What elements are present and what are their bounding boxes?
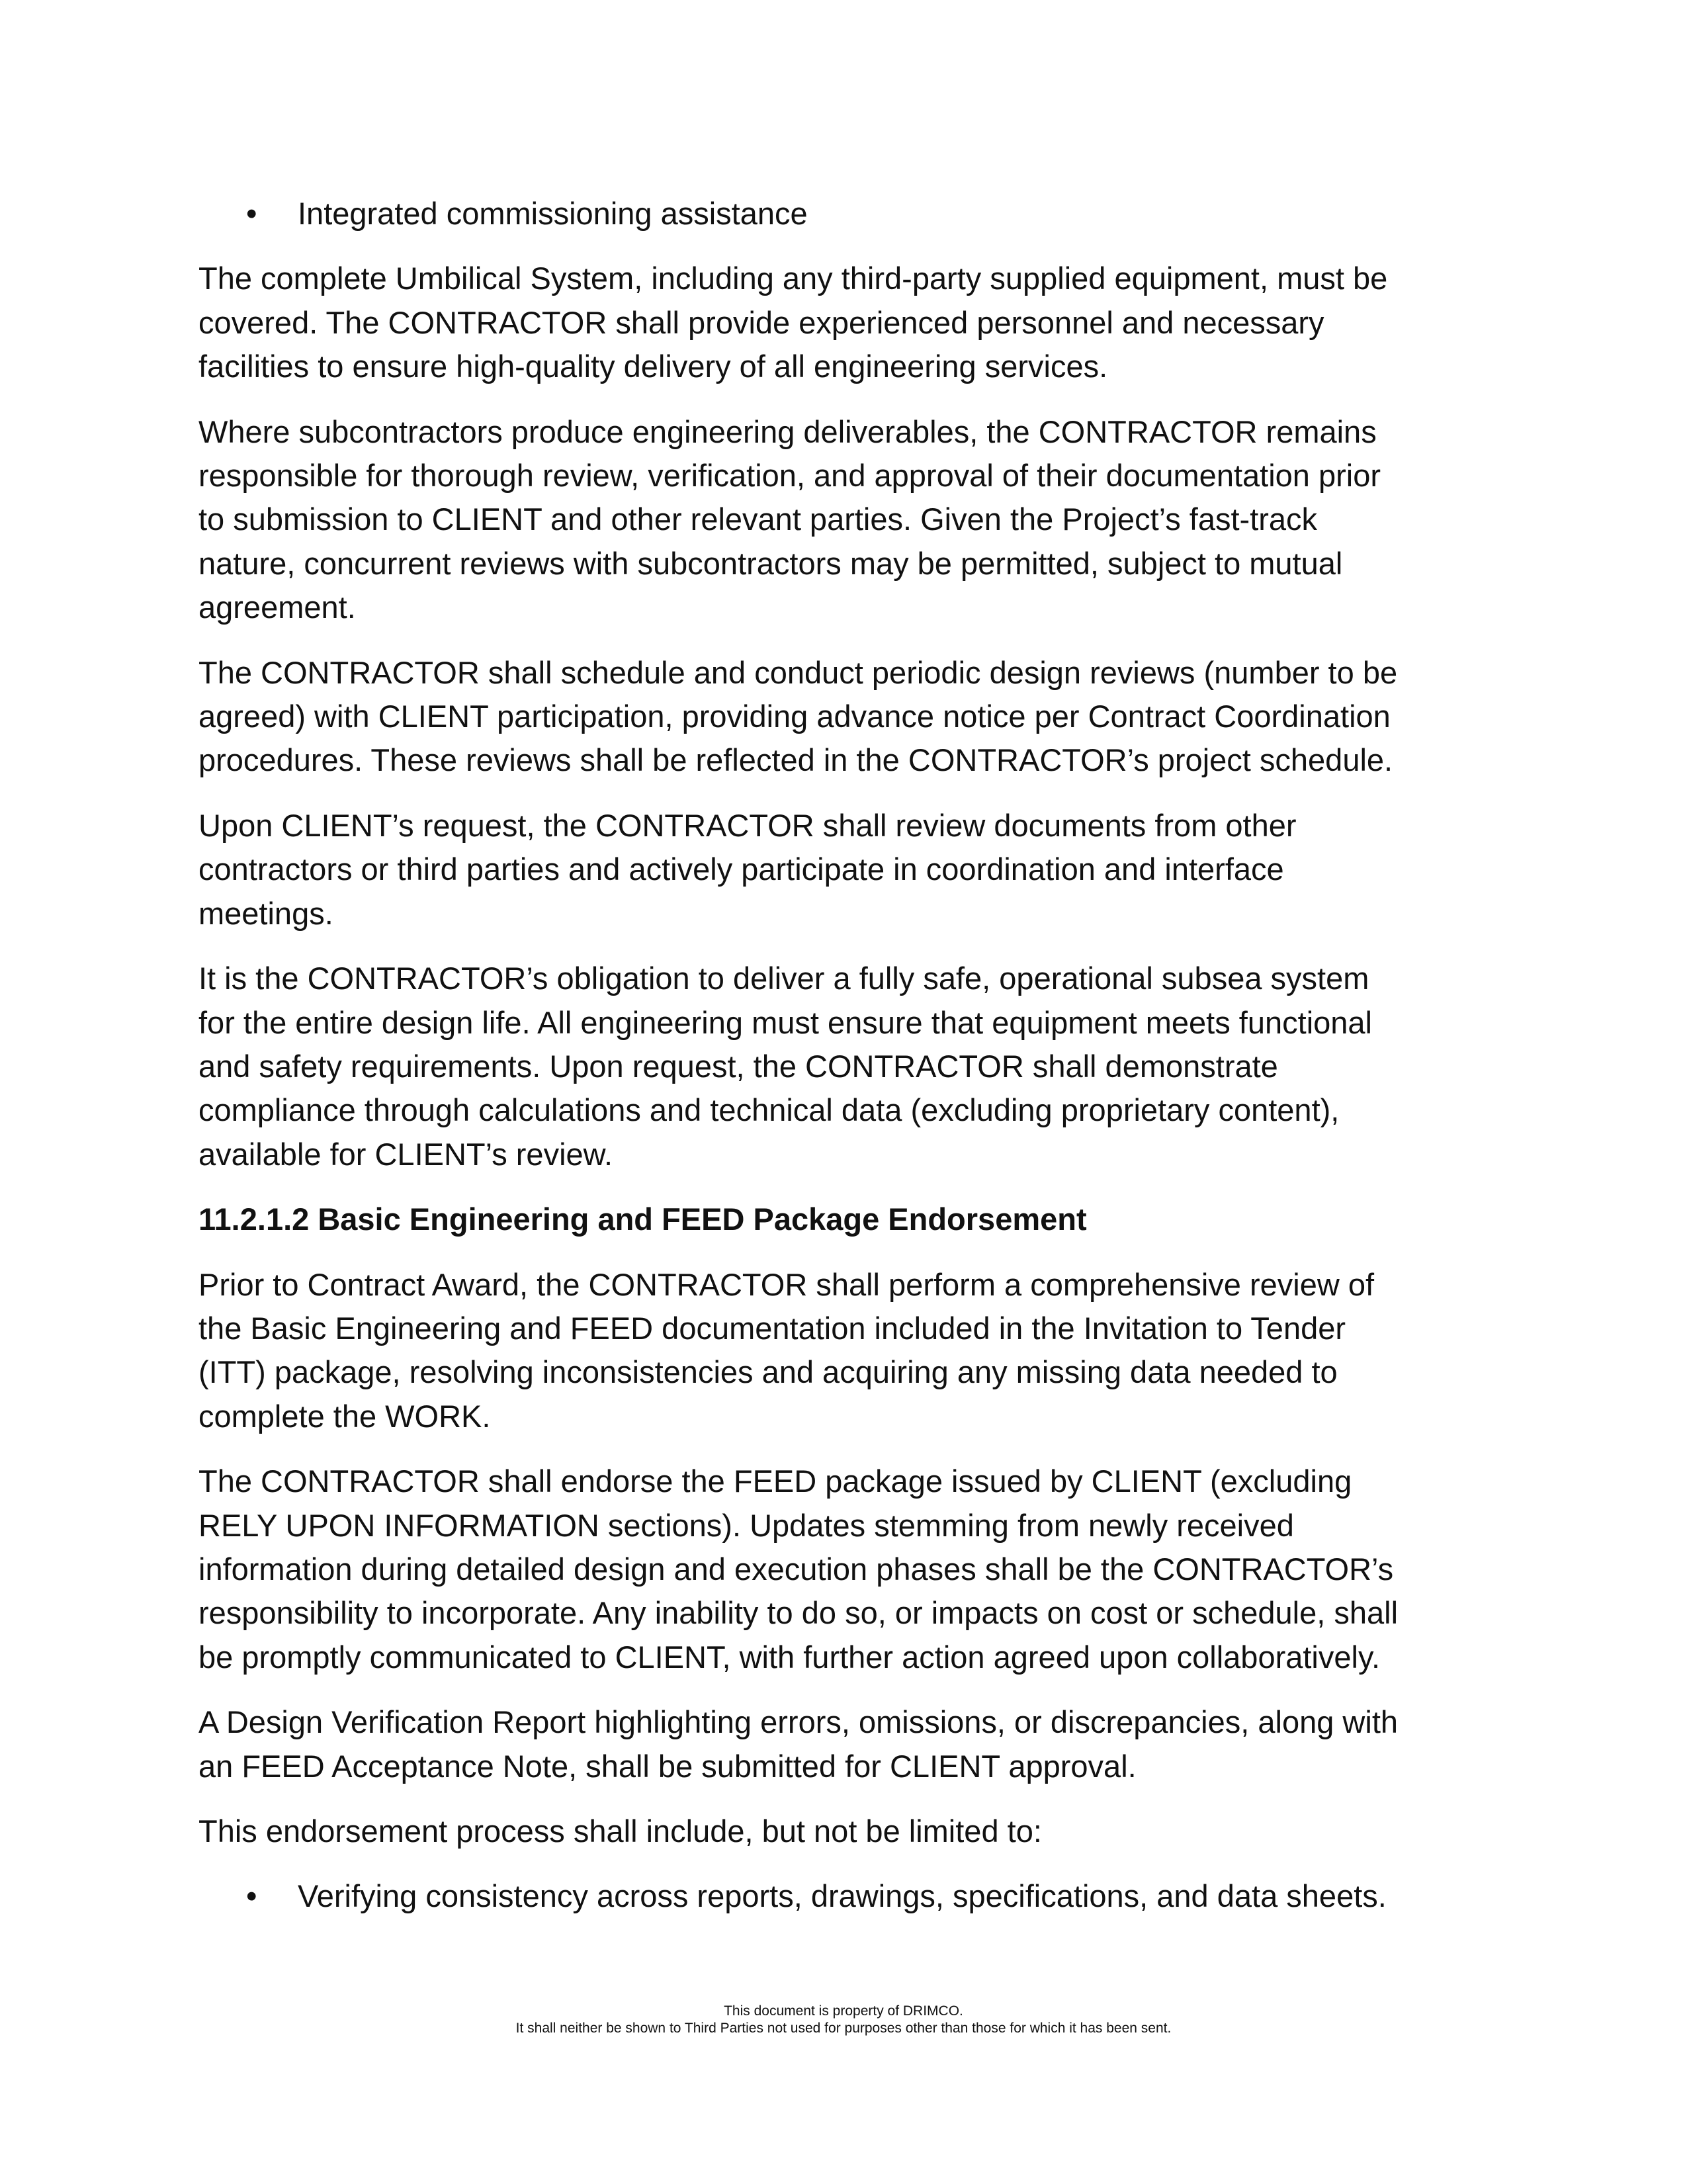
paragraph-line: responsibility to incorporate. Any inability to do so, or impacts on cost or schedule, shall <box>198 1595 1399 1631</box>
paragraph-line: complete the WORK. <box>198 1398 491 1434</box>
paragraph <box>198 257 1495 388</box>
paragraph <box>198 804 1495 936</box>
bullet-list-top <box>198 192 1495 236</box>
footer-ownership-notice: This document is property of DRIMCO. <box>724 2003 963 2019</box>
paragraph-line: agreed) with CLIENT participation, providing advance notice per Contract Coordination <box>198 699 1391 734</box>
paragraph-line: be promptly communicated to CLIENT, with further action agreed upon collaboratively. <box>198 1639 1381 1675</box>
paragraph-line: A Design Verification Report highlighting errors, omissions, or discrepancies, along with <box>198 1704 1399 1740</box>
paragraph-line: for the entire design life. All engineering must ensure that equipment meets functional <box>198 1004 1372 1040</box>
bullet-text: Integrated commissioning assistance <box>298 196 808 231</box>
paragraph <box>198 1263 1495 1439</box>
bullet-list-bottom <box>198 1874 1495 1918</box>
paragraph-line: Upon CLIENT’s request, the CONTRACTOR shall review documents from other <box>198 807 1297 843</box>
paragraph-line: covered. The CONTRACTOR shall provide experienced personnel and necessary <box>198 304 1324 340</box>
paragraph-line: (ITT) package, resolving inconsistencies and acquiring any missing data needed to <box>198 1354 1338 1390</box>
paragraph-line: It is the CONTRACTOR’s obligation to deliver a fully safe, operational subsea system <box>198 961 1369 996</box>
paragraph-line: Prior to Contract Award, the CONTRACTOR shall perform a comprehensive review of <box>198 1266 1375 1302</box>
paragraph-line: compliance through calculations and technical data (excluding proprietary content), <box>198 1092 1340 1128</box>
paragraph-group-b <box>198 1263 1495 1854</box>
paragraph-line: and safety requirements. Upon request, the CONTRACTOR shall demonstrate <box>198 1048 1278 1084</box>
paragraph-line: contractors or third parties and actively participate in coordination and interface <box>198 852 1284 887</box>
bullet-dot-icon: • <box>246 196 257 231</box>
paragraph <box>198 410 1495 630</box>
bullet-text: Verifying consistency across reports, drawings, specifications, and data sheets. <box>298 1878 1387 1914</box>
bullet-item <box>198 192 1495 236</box>
paragraph-line: meetings. <box>198 895 333 931</box>
paragraph-line: procedures. These reviews shall be reflected in the CONTRACTOR’s project schedule. <box>198 742 1393 778</box>
paragraph <box>198 1810 1495 1853</box>
paragraph-line: facilities to ensure high-quality delivery of all engineering services. <box>198 349 1108 384</box>
paragraph <box>198 1460 1495 1679</box>
footer-confidentiality-notice: It shall neither be shown to Third Parties not used for purposes other than those for which it has been sent. <box>515 2021 1172 2036</box>
bullet-dot-icon: • <box>246 1878 257 1914</box>
paragraph <box>198 1700 1495 1788</box>
paragraph <box>198 651 1495 783</box>
paragraph-line: This endorsement process shall include, but not be limited to: <box>198 1813 1042 1849</box>
paragraph-line: to submission to CLIENT and other relevant parties. Given the Project’s fast-track <box>198 502 1318 537</box>
paragraph-line: responsible for thorough review, verification, and approval of their documentation prior <box>198 458 1381 494</box>
paragraph-line: information during detailed design and execution phases shall be the CONTRACTOR’s <box>198 1551 1394 1587</box>
bullet-item <box>198 1874 1495 1918</box>
section-heading: 11.2.1.2 Basic Engineering and FEED Package Endorsement <box>198 1201 1087 1237</box>
page-footer <box>0 2003 1687 2037</box>
paragraph-line: available for CLIENT’s review. <box>198 1136 613 1172</box>
paragraph-line: The CONTRACTOR shall schedule and conduct periodic design reviews (number to be <box>198 654 1398 690</box>
paragraph-line: Where subcontractors produce engineering deliverables, the CONTRACTOR remains <box>198 414 1377 449</box>
paragraph-line: the Basic Engineering and FEED documentation included in the Invitation to Tender <box>198 1310 1346 1346</box>
paragraph <box>198 957 1495 1176</box>
paragraph-group-a <box>198 257 1495 1176</box>
paragraph-line: an FEED Acceptance Note, shall be submitted for CLIENT approval. <box>198 1748 1137 1784</box>
paragraph-line: agreement. <box>198 590 356 625</box>
paragraph-line: nature, concurrent reviews with subcontractors may be permitted, subject to mutual <box>198 545 1343 581</box>
document-body <box>198 192 1495 1940</box>
paragraph-line: The CONTRACTOR shall endorse the FEED package issued by CLIENT (excluding <box>198 1463 1352 1499</box>
paragraph-line: The complete Umbilical System, including any third-party supplied equipment, must be <box>198 261 1388 296</box>
paragraph-line: RELY UPON INFORMATION sections). Updates stemming from newly received <box>198 1507 1294 1543</box>
